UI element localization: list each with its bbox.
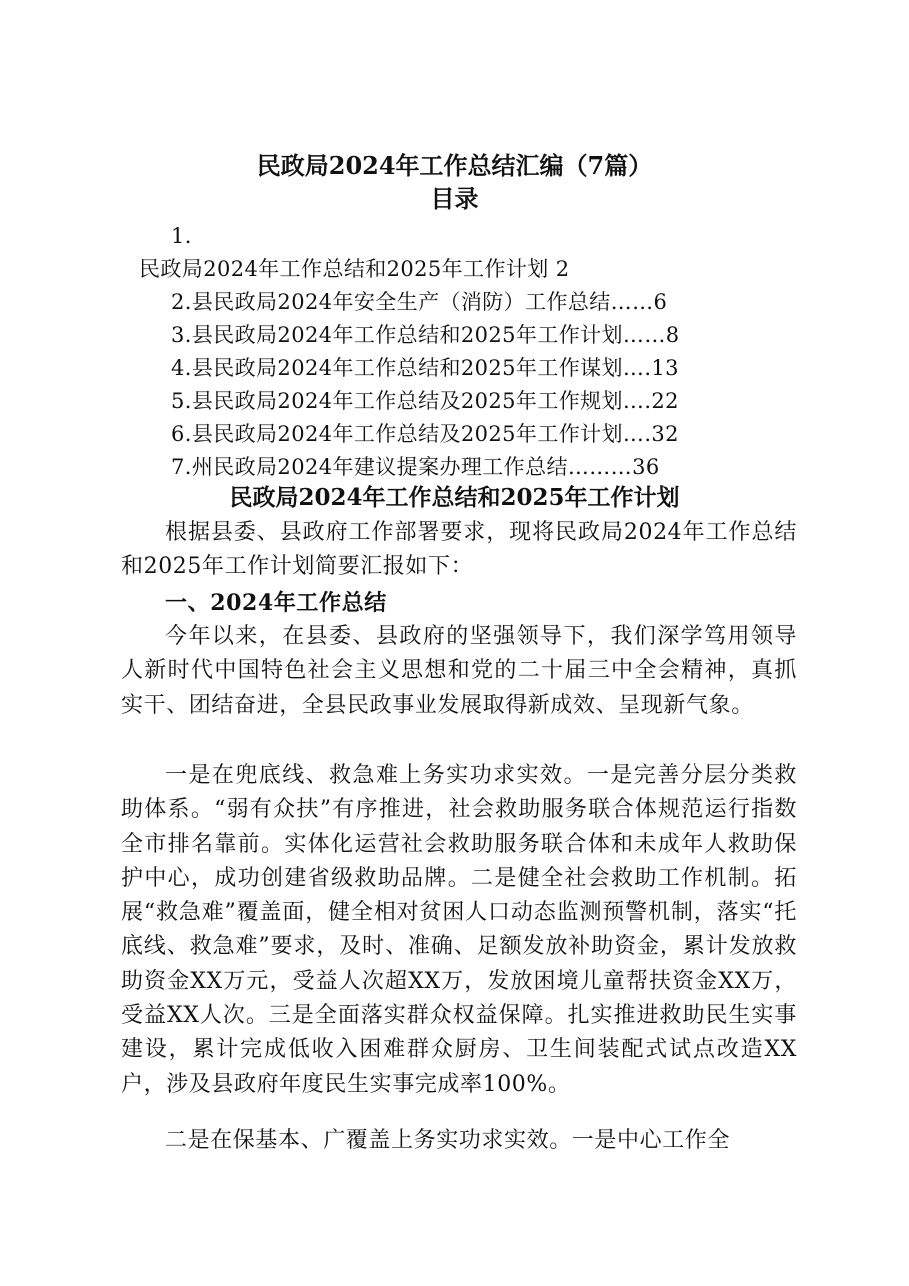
toc-item-3[interactable]: 3.县民政局2024年工作总结和2025年工作计划……8 xyxy=(171,323,680,347)
body-paragraph-3: 二是在保基本、广覆盖上务实功求实效。一是中心工作全 xyxy=(165,1128,731,1153)
section-title: 民政局2024年工作总结和2025年工作计划 xyxy=(229,484,680,511)
toc-item-2[interactable]: 2.县民政局2024年安全生产（消防）工作总结……6 xyxy=(171,290,668,314)
toc-heading: 目录 xyxy=(430,184,479,213)
intro-paragraph: 根据县委、县政府工作部署要求，现将民政局2024年工作总结和2025年工作计划简要汇报如下： xyxy=(121,520,797,580)
heading-1: 一、2024年工作总结 xyxy=(165,590,387,616)
toc-item-6[interactable]: 6.县民政局2024年工作总结及2025年工作计划….32 xyxy=(171,422,679,446)
body-paragraph-1: 今年以来，在县委、县政府的坚强领导下，我们深学笃用领导人新时代中国特色社会主义思想和党的二十届三中全会精神，真抓实干、团结奋进，全县民政事业发展取得新成效、呈现新气象。 xyxy=(121,624,797,718)
toc-item-7[interactable]: 7.州民政局2024年建议提案办理工作总结………36 xyxy=(171,455,660,479)
toc-item-4[interactable]: 4.县民政局2024年工作总结和2025年工作谋划….13 xyxy=(171,356,679,380)
toc-item-5[interactable]: 5.县民政局2024年工作总结及2025年工作规划….22 xyxy=(171,389,679,413)
toc-item-number[interactable]: 1. xyxy=(171,224,192,248)
toc-item-1[interactable]: 民政局2024年工作总结和2025年工作计划 2 xyxy=(139,257,570,281)
document-title: 民政局2024年工作总结汇编（7篇） xyxy=(256,151,653,180)
body-paragraph-2: 一是在兜底线、救急难上务实功求实效。一是完善分层分类救助体系。“弱有众扶”有序推进，社会救助服务联合体规范运行指数全市排名靠前。实体化运营社会救助服务联合体和未成年人救助保护中心，成功创建省级救助品牌。二是健全社会救助工作机制。拓展“救急难”覆盖面，健全相对贫困人口动态监测预警机制，落实“托底线、救急难”要求，及时、准确、足额发放补助资金，累计发放救助资金XX万元，受益人次超XX万，发放困境儿童帮扶资金XX万，受益XX人次。三是全面落实群众权益保障。扎实推进救助民生实事建设，累计完成低收入困难群众厨房、卫生间装配式试点改造XX户，涉及县政府年度民生实事完成率100%。 xyxy=(121,763,797,1097)
